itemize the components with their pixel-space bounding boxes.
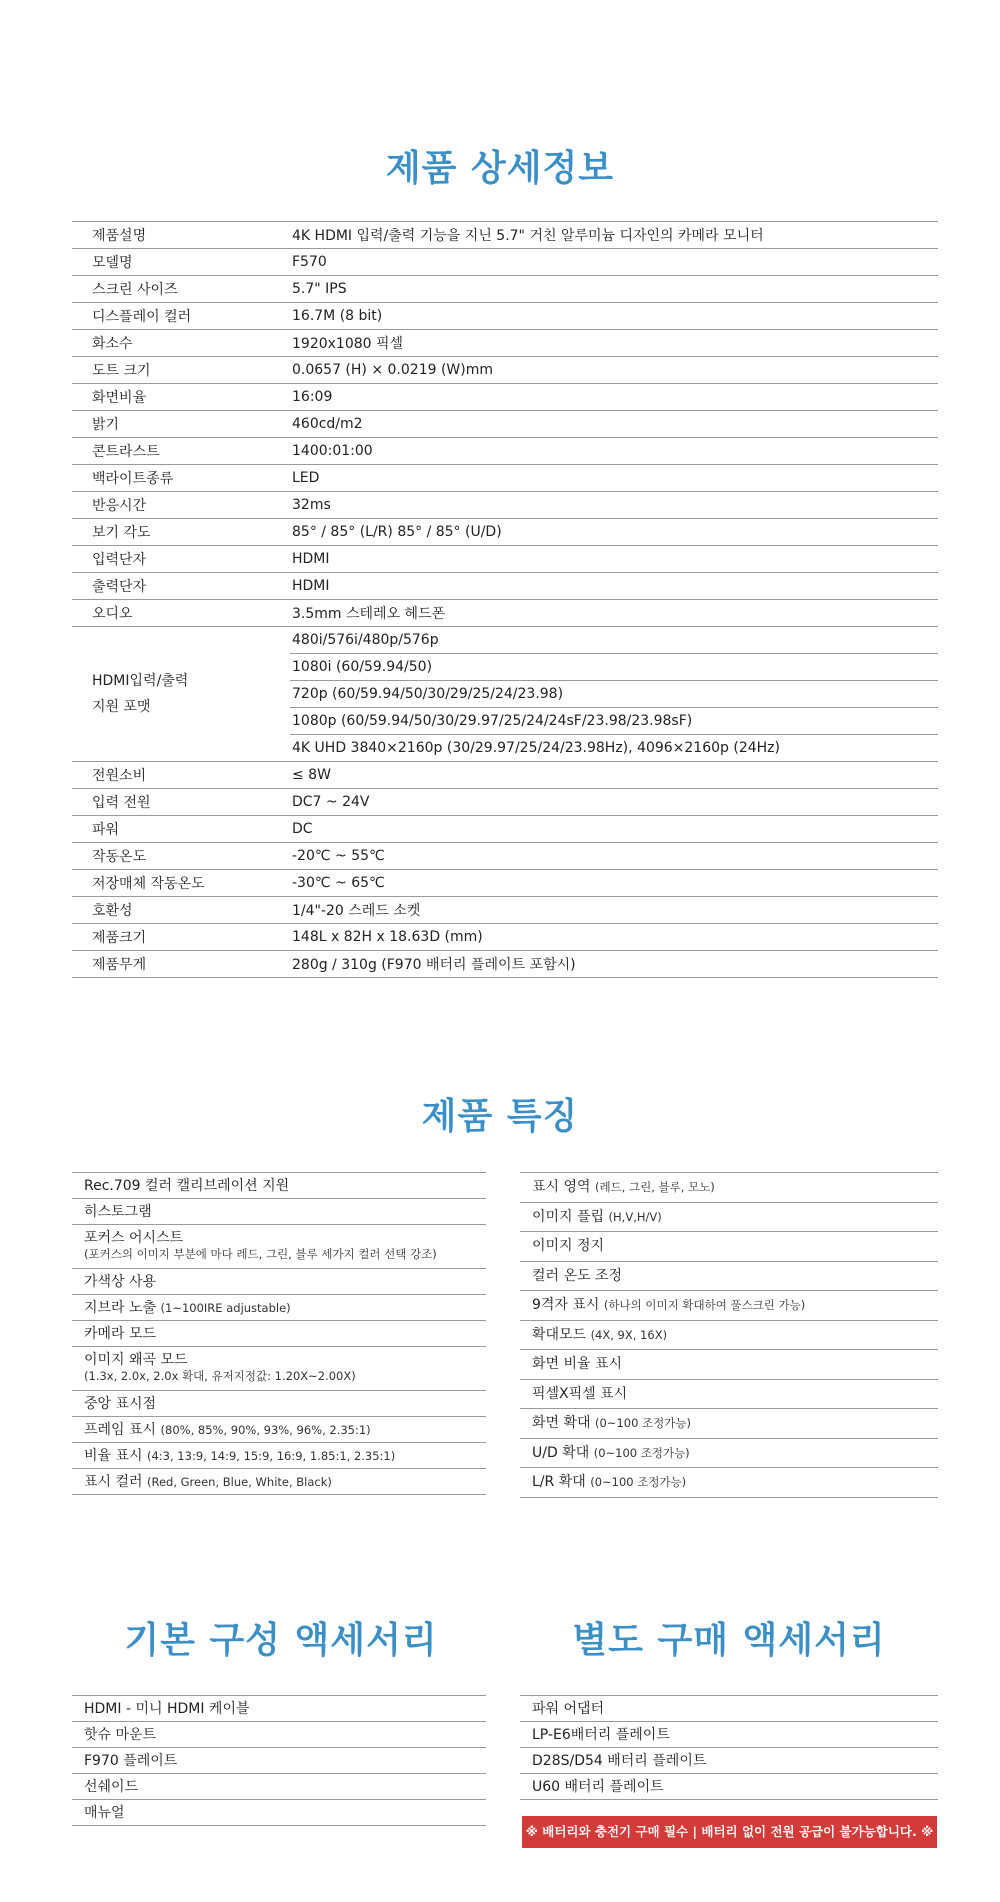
feature-title: Rec.709 컬러 캘리브레이션 지원 [84,1178,290,1194]
feature-item [520,1380,938,1410]
feature-item [520,1350,938,1380]
spec-label: 도트 크기 [72,357,290,384]
feature-detail: (4:3, 13:9, 14:9, 15:9, 16:9, 1.85:1, 2.35:1) [147,1449,396,1463]
spec-label: 모델명 [72,249,290,276]
feature-detail: (1.3x, 2.0x, 2.0x 확대, 유저지정값: 1.20X~2.00X) [84,1369,356,1383]
feature-title: 프레임 표시 [84,1422,157,1438]
spec-value: 148L x 82H x 18.63D (mm) [290,924,938,951]
feature-title: 중앙 표시점 [84,1396,157,1412]
feature-detail: (포커스의 이미지 부분에 마다 레드, 그린, 블루 세가지 컬러 선택 강조) [84,1247,437,1261]
spec-label: 반응시간 [72,492,290,519]
features-section-title: 제품 특징 [421,1096,579,1137]
spec-label: 출력단자 [72,573,290,600]
spec-value: 4K UHD 3840×2160p (30/29.97/25/24/23.98Hz), 4096×2160p (24Hz) [290,735,938,762]
spec-value: 0.0657 (H) × 0.0219 (W)mm [290,357,938,384]
spec-row [72,843,938,870]
spec-value: 5.7" IPS [290,276,938,303]
spec-value: 85° / 85° (L/R) 85° / 85° (U/D) [290,519,938,546]
feature-item [520,1232,938,1262]
feature-item [520,1321,938,1351]
spec-label: 제품크기 [72,924,290,951]
spec-value: 480i/576i/480p/576p [290,627,938,654]
feature-title: 이미지 플립 [532,1208,605,1225]
feature-title: 포커스 어시스트 [84,1230,184,1246]
accessory-item: LP-E6배터리 플레이트 [520,1722,938,1748]
spec-label: 스크린 사이즈 [72,276,290,303]
spec-row [72,303,938,330]
spec-label: 저장매체 작동온도 [72,870,290,897]
spec-value: 460cd/m2 [290,411,938,438]
accessory-item: 핫슈 마운트 [72,1722,486,1748]
spec-label: 오디오 [72,600,290,627]
spec-value: HDMI [290,573,938,600]
spec-label: 제품무게 [72,951,290,978]
spec-label: 입력단자 [72,546,290,573]
spec-label: 콘트라스트 [72,438,290,465]
spec-value: 1080p (60/59.94/50/30/29.97/25/24/24sF/23.98/23.98sF) [290,708,938,735]
spec-label: 화소수 [72,330,290,357]
spec-row [72,438,938,465]
spec-row [72,465,938,492]
accessory-item: HDMI - 미니 HDMI 케이블 [72,1696,486,1722]
feature-title: 확대모드 [532,1326,587,1343]
spec-value: 1400:01:00 [290,438,938,465]
spec-row [72,762,938,789]
spec-value: LED [290,465,938,492]
feature-detail: (0~100 조정가능) [595,1416,691,1430]
feature-title: 표시 영역 [532,1179,591,1195]
feature-detail: (4X, 9X, 16X) [590,1327,668,1342]
accessory-item: D28S/D54 배터리 플레이트 [520,1748,938,1774]
spec-value: -30℃ ~ 65℃ [290,870,938,897]
spec-row [72,492,938,519]
feature-title: 가색상 사용 [84,1274,157,1290]
spec-value: 3.5mm 스테레오 헤드폰 [290,600,938,627]
spec-row [72,951,938,978]
feature-item [72,1443,486,1469]
feature-title: 카메라 모드 [84,1326,157,1342]
spec-label: 디스플레이 컬러 [72,303,290,330]
spec-row [72,600,938,627]
spec-value: 1920x1080 픽셀 [290,330,938,357]
optional-accessories-list [520,1695,938,1800]
feature-item [72,1295,486,1321]
spec-row [72,573,938,600]
spec-value: 16:09 [290,384,938,411]
feature-item [72,1199,486,1225]
spec-section-title: 제품 상세정보 [385,148,615,189]
feature-title: 화면 확대 [532,1415,591,1431]
optional-accessories-title: 별도 구매 액세서리 [572,1620,886,1661]
feature-detail: (H,V,H/V) [608,1209,662,1224]
spec-value: 1080i (60/59.94/50) [290,654,938,681]
spec-value: 16.7M (8 bit) [290,303,938,330]
feature-item [520,1439,938,1469]
spec-row [72,411,938,438]
feature-title: 화면 비율 표시 [532,1356,623,1372]
spec-label: 입력 전원 [72,789,290,816]
feature-item [520,1468,938,1498]
feature-title: 지브라 노출 [84,1300,157,1316]
spec-table [72,221,938,978]
feature-detail: (1~100IRE adjustable) [160,1301,291,1315]
feature-detail: (0~100 조정가능) [593,1445,690,1460]
feature-title: 비율 표시 [84,1448,143,1464]
spec-row [72,816,938,843]
feature-detail: (80%, 85%, 90%, 93%, 96%, 2.35:1) [160,1423,371,1437]
basic-accessories-title: 기본 구성 액세서리 [124,1620,438,1661]
spec-label: 작동온도 [72,843,290,870]
accessory-item: U60 배터리 플레이트 [520,1774,938,1800]
feature-title: 히스토그램 [84,1204,152,1220]
spec-label: 화면비율 [72,384,290,411]
feature-item [520,1409,938,1439]
basic-accessories-list [72,1695,486,1826]
spec-row [72,897,938,924]
spec-label: 파워 [72,816,290,843]
spec-label: 호환성 [72,897,290,924]
spec-row [72,546,938,573]
spec-value: F570 [290,249,938,276]
spec-row [72,357,938,384]
feature-item [72,1347,486,1391]
accessory-item: F970 플레이트 [72,1748,486,1774]
spec-row [72,222,938,249]
spec-value: 1/4"-20 스레드 소켓 [290,897,938,924]
spec-value: DC7 ~ 24V [290,789,938,816]
feature-item [72,1417,486,1443]
spec-label-line: HDMI입력/출력 [92,673,189,689]
spec-row [72,870,938,897]
feature-detail: (0~100 조정가능) [590,1475,687,1489]
feature-detail: (레드, 그린, 블루, 모노) [595,1180,715,1194]
spec-row [72,924,938,951]
feature-item [72,1269,486,1295]
spec-value: ≤ 8W [290,762,938,789]
spec-row [72,627,938,654]
spec-row [72,519,938,546]
spec-row [72,249,938,276]
feature-title: 이미지 정지 [532,1238,605,1254]
accessory-item: 매뉴얼 [72,1800,486,1826]
features-list-left [72,1172,486,1495]
spec-value: -20℃ ~ 55℃ [290,843,938,870]
spec-value: 720p (60/59.94/50/30/29/25/24/23.98) [290,681,938,708]
feature-detail: (Red, Green, Blue, White, Black) [147,1475,332,1489]
feature-title: 9격자 표시 [532,1297,600,1313]
spec-row [72,330,938,357]
spec-label: 백라이트종류 [72,465,290,492]
feature-item [72,1173,486,1199]
spec-label: 전원소비 [72,762,290,789]
feature-item [520,1291,938,1321]
feature-item [72,1469,486,1495]
battery-notice-banner: ※ 배터리와 충전기 구매 필수 | 배터리 없이 전원 공급이 불가능합니다. ※ [522,1816,937,1848]
spec-label-hdmi-format [72,627,290,762]
features-list-right [520,1172,938,1498]
spec-row [72,789,938,816]
feature-title: L/R 확대 [532,1474,586,1490]
spec-label: 보기 각도 [72,519,290,546]
spec-value: 280g / 310g (F970 배터리 플레이트 포함시) [290,951,938,978]
spec-label: 제품설명 [72,222,290,249]
feature-detail: (하나의 이미지 확대하여 풀스크린 가능) [603,1298,806,1312]
spec-value: HDMI [290,546,938,573]
spec-value: DC [290,816,938,843]
spec-row [72,276,938,303]
feature-title: 이미지 왜곡 모드 [84,1352,188,1368]
feature-title: 픽셀X픽셀 표시 [532,1385,628,1402]
spec-label: 밝기 [72,411,290,438]
feature-item [72,1391,486,1417]
feature-item [520,1173,938,1203]
feature-title: 표시 컬러 [84,1474,143,1490]
spec-row [72,384,938,411]
accessory-item: 파워 어댑터 [520,1696,938,1722]
spec-label-line: 지원 포맷 [92,699,151,715]
feature-item [72,1321,486,1347]
feature-title: 컬러 온도 조정 [532,1267,623,1284]
feature-title: U/D 확대 [532,1444,590,1461]
spec-value: 4K HDMI 입력/출력 기능을 지닌 5.7" 거친 알루미늄 디자인의 카메라 모니터 [290,222,938,249]
accessory-item: 선쉐이드 [72,1774,486,1800]
feature-item [520,1262,938,1292]
feature-item [520,1203,938,1233]
feature-item [72,1225,486,1269]
spec-value: 32ms [290,492,938,519]
